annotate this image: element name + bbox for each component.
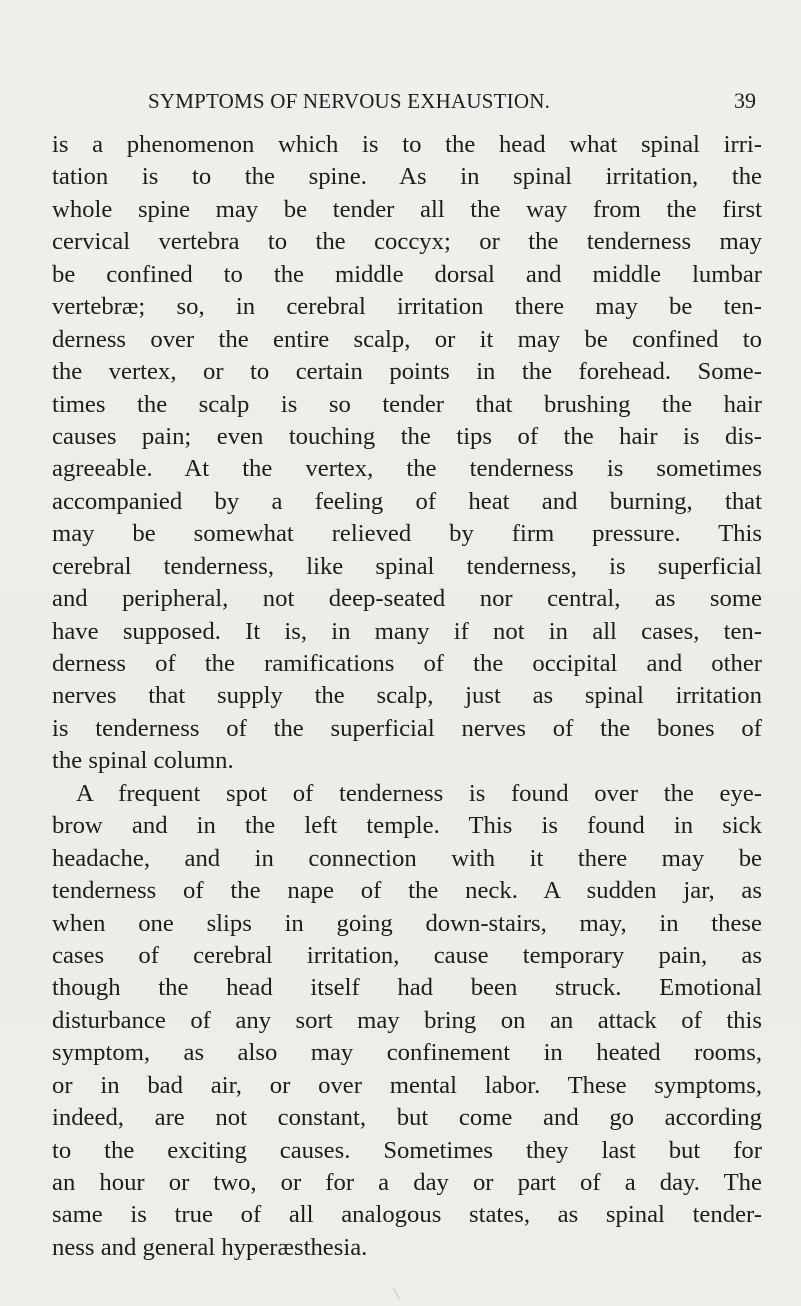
- text-line: same is true of all analogous states, as spinal tender-: [52, 1201, 762, 1229]
- text-line: and peripheral, not deep-seated nor central, as some: [52, 585, 762, 613]
- text-line: brow and in the left temple. This is found in sick: [52, 812, 762, 840]
- text-line: vertebræ; so, in cerebral irritation there may be ten-: [52, 293, 762, 321]
- text-line: cervical vertebra to the coccyx; or the tenderness may: [52, 228, 762, 256]
- running-title: SYMPTOMS OF NERVOUS EXHAUSTION.: [148, 89, 551, 113]
- text-line: be confined to the middle dorsal and middle lumbar: [52, 260, 762, 288]
- text-line: agreeable. At the vertex, the tenderness is sometimes: [52, 455, 762, 483]
- text-line: though the head itself had been struck. Emotional: [52, 974, 762, 1002]
- text-line: headache, and in connection with it there may be: [52, 844, 762, 872]
- text-line: A frequent spot of tenderness is found over the eye-: [76, 779, 762, 807]
- text-line: causes pain; even touching the tips of the hair is dis-: [52, 422, 762, 450]
- text-line: accompanied by a feeling of heat and burning, that: [52, 487, 762, 515]
- text-line: ness and general hyperæsthesia.: [52, 1233, 368, 1261]
- text-line: an hour or two, or for a day or part of a day. The: [52, 1169, 762, 1196]
- paper-mark: [393, 1288, 400, 1299]
- text-line: the spinal column.: [52, 747, 234, 775]
- text-line: when one slips in going down-stairs, may, in these: [52, 909, 762, 937]
- text-line: tation is to the spine. As in spinal irritation, the: [52, 163, 762, 191]
- text-line: derness of the ramifications of the occipital and other: [52, 650, 762, 677]
- text-line: cases of cerebral irritation, cause temporary pain, as: [52, 941, 762, 969]
- text-line: symptom, as also may confinement in heated rooms,: [52, 1039, 762, 1067]
- page-header: [0, 86, 801, 116]
- text-line: the vertex, or to certain points in the forehead. Some-: [52, 358, 762, 386]
- text-line: cerebral tenderness, like spinal tenderness, is superficial: [52, 552, 762, 580]
- text-line: have supposed. It is, in many if not in all cases, ten-: [52, 617, 762, 645]
- text-line: disturbance of any sort may bring on an attack of this: [52, 1006, 762, 1034]
- body-text: [52, 129, 762, 1264]
- text-line: to the exciting causes. Sometimes they last but for: [52, 1136, 762, 1164]
- text-line: times the scalp is so tender that brushing the hair: [52, 390, 762, 418]
- text-line: tenderness of the nape of the neck. A sudden jar, as: [52, 877, 762, 905]
- text-line: is tenderness of the superficial nerves of the bones of: [52, 714, 762, 742]
- text-line: or in bad air, or over mental labor. These symptoms,: [52, 1071, 762, 1099]
- text-line: derness over the entire scalp, or it may be confined to: [52, 325, 762, 353]
- text-line: whole spine may be tender all the way from the first: [52, 195, 762, 223]
- page-number: 39: [734, 88, 756, 113]
- text-line: indeed, are not constant, but come and go according: [52, 1104, 762, 1132]
- text-line: is a phenomenon which is to the head what spinal irri-: [52, 131, 762, 158]
- text-line: may be somewhat relieved by firm pressure. This: [52, 520, 762, 548]
- text-line: nerves that supply the scalp, just as spinal irritation: [52, 682, 762, 710]
